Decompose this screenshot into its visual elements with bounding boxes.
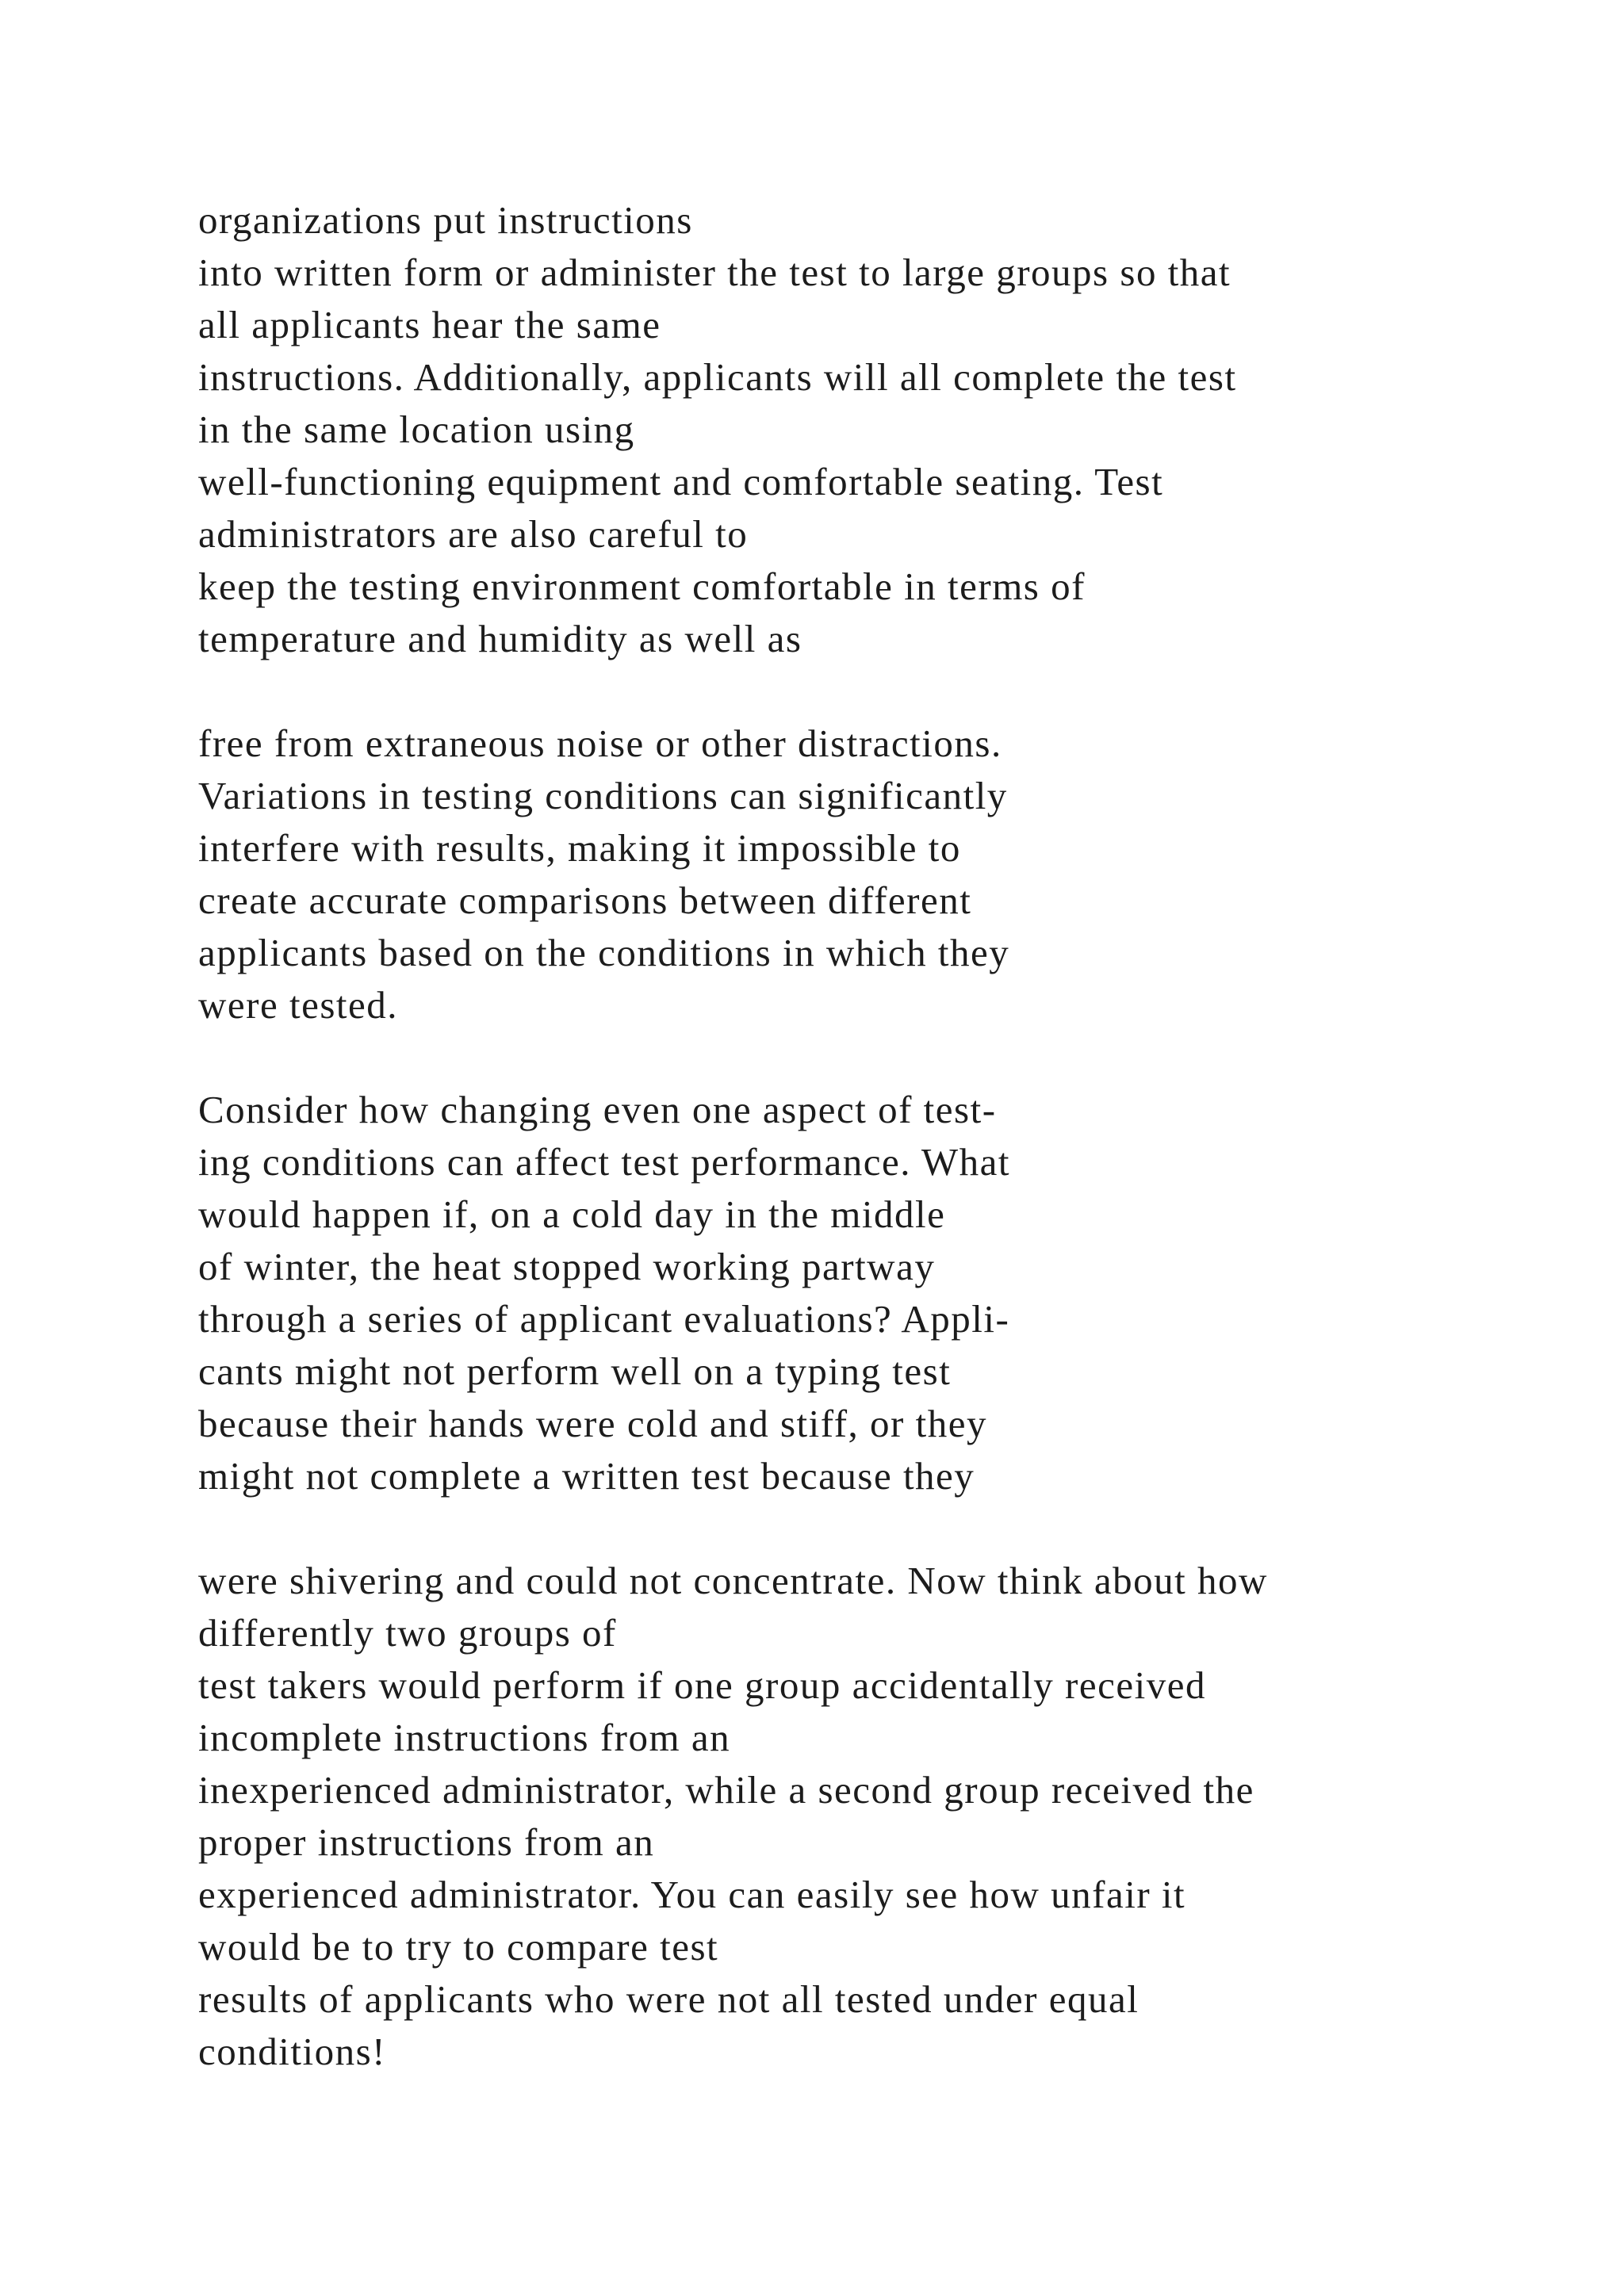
paragraph-4 bbox=[198, 1555, 1546, 2078]
text-line: test takers would perform if one group accidentally received bbox=[198, 1663, 1206, 1707]
text-line: might not complete a written test because they bbox=[198, 1454, 975, 1498]
text-line: administrators are also careful to bbox=[198, 512, 749, 556]
text-line: Consider how changing even one aspect of test- bbox=[198, 1088, 997, 1131]
text-line: ing conditions can affect test performance. What bbox=[198, 1140, 1010, 1184]
text-line: inexperienced administrator, while a second group received the bbox=[198, 1768, 1254, 1812]
text-line: incomplete instructions from an bbox=[198, 1716, 731, 1759]
paragraph-3 bbox=[198, 1084, 1546, 1502]
text-line: interfere with results, making it impossible to bbox=[198, 826, 961, 870]
text-line: of winter, the heat stopped working partway bbox=[198, 1245, 936, 1288]
paragraph-spacer bbox=[198, 665, 1546, 718]
text-line: cants might not perform well on a typing test bbox=[198, 1349, 952, 1393]
text-line: in the same location using bbox=[198, 408, 635, 451]
text-line: free from extraneous noise or other distractions. bbox=[198, 721, 1002, 765]
text-line: well-functioning equipment and comfortable seating. Test bbox=[198, 460, 1164, 503]
text-line: differently two groups of bbox=[198, 1611, 617, 1655]
text-line: through a series of applicant evaluations? Appli- bbox=[198, 1297, 1010, 1341]
text-line: into written form or administer the test to large groups so that bbox=[198, 251, 1231, 294]
text-line: would happen if, on a cold day in the middle bbox=[198, 1192, 946, 1236]
text-line: organizations put instructions bbox=[198, 198, 693, 242]
text-line: results of applicants who were not all tested under equal bbox=[198, 1977, 1139, 2021]
text-line: experienced administrator. You can easily see how unfair it bbox=[198, 1873, 1186, 1916]
text-line: were tested. bbox=[198, 983, 398, 1027]
text-line: Variations in testing conditions can significantly bbox=[198, 774, 1008, 817]
text-line: proper instructions from an bbox=[198, 1820, 655, 1864]
paragraph-spacer bbox=[198, 1031, 1546, 1084]
text-line: were shivering and could not concentrate. Now think about how bbox=[198, 1559, 1268, 1602]
text-line: would be to try to compare test bbox=[198, 1925, 719, 1969]
text-line: because their hands were cold and stiff, or they bbox=[198, 1402, 987, 1445]
document-page bbox=[198, 194, 1546, 2078]
text-line: create accurate comparisons between different bbox=[198, 878, 972, 922]
paragraph-1 bbox=[198, 194, 1546, 665]
text-line: instructions. Additionally, applicants will all complete the test bbox=[198, 355, 1237, 399]
paragraph-spacer bbox=[198, 1502, 1546, 1555]
text-line: applicants based on the conditions in which they bbox=[198, 931, 1010, 974]
text-line: all applicants hear the same bbox=[198, 303, 661, 346]
text-line: keep the testing environment comfortable in terms of bbox=[198, 564, 1086, 608]
text-line: temperature and humidity as well as bbox=[198, 617, 802, 660]
paragraph-2 bbox=[198, 718, 1546, 1031]
text-line: conditions! bbox=[198, 2030, 386, 2073]
